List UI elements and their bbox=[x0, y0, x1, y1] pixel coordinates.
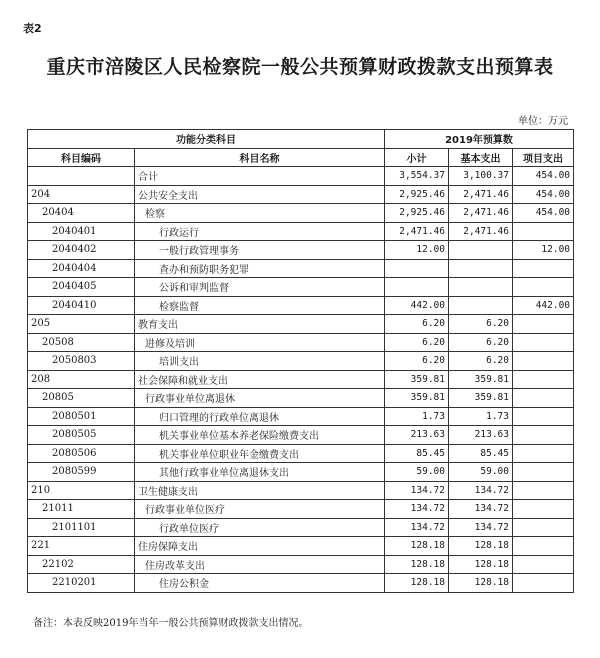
subject-code-cell bbox=[28, 167, 135, 186]
table-row bbox=[28, 352, 574, 371]
project-expense-cell bbox=[513, 463, 574, 482]
subject-name-cell: 社会保障和就业支出 bbox=[135, 370, 385, 389]
basic-expense-cell: 134.72 bbox=[449, 481, 513, 500]
basic-expense-cell: 128.18 bbox=[449, 537, 513, 556]
subject-code-cell: 20508 bbox=[28, 333, 135, 352]
project-expense-cell bbox=[513, 555, 574, 574]
subtotal-cell: 3,554.37 bbox=[385, 167, 449, 186]
table-row bbox=[28, 389, 574, 408]
project-expense-cell bbox=[513, 370, 574, 389]
project-expense-cell bbox=[513, 426, 574, 445]
header-budget-year: 2019年预算数 bbox=[385, 130, 574, 149]
subject-name-cell: 检察监督 bbox=[135, 296, 385, 315]
project-expense-cell bbox=[513, 222, 574, 241]
unit-label: 单位：万元 bbox=[518, 116, 568, 127]
subject-code-cell: 2040405 bbox=[28, 278, 135, 297]
table-row bbox=[28, 370, 574, 389]
footer-note: 备注：本表反映2019年当年一般公共预算财政拨款支出情况。 bbox=[33, 618, 309, 629]
subject-code-cell: 205 bbox=[28, 315, 135, 334]
subtotal-cell: 359.81 bbox=[385, 370, 449, 389]
basic-expense-cell: 6.20 bbox=[449, 333, 513, 352]
subject-name-cell: 查办和预防职务犯罪 bbox=[135, 259, 385, 278]
table-row bbox=[28, 167, 574, 186]
basic-expense-cell: 213.63 bbox=[449, 426, 513, 445]
subject-name-cell: 机关事业单位职业年金缴费支出 bbox=[135, 444, 385, 463]
subject-code-cell: 2050803 bbox=[28, 352, 135, 371]
subject-name-cell: 住房公积金 bbox=[135, 574, 385, 593]
project-expense-cell bbox=[513, 407, 574, 426]
basic-expense-cell: 134.72 bbox=[449, 500, 513, 519]
subject-code-cell: 2080599 bbox=[28, 463, 135, 482]
subtotal-cell bbox=[385, 278, 449, 297]
subject-name-cell: 归口管理的行政单位离退休 bbox=[135, 407, 385, 426]
basic-expense-cell: 6.20 bbox=[449, 315, 513, 334]
subtotal-cell: 213.63 bbox=[385, 426, 449, 445]
subtotal-cell: 134.72 bbox=[385, 518, 449, 537]
subtotal-cell bbox=[385, 259, 449, 278]
subject-code-cell: 2080506 bbox=[28, 444, 135, 463]
subject-code-cell: 208 bbox=[28, 370, 135, 389]
header-subtotal: 小计 bbox=[385, 148, 449, 167]
header-function-category: 功能分类科目 bbox=[28, 130, 385, 149]
subject-name-cell: 公共安全支出 bbox=[135, 185, 385, 204]
basic-expense-cell: 359.81 bbox=[449, 370, 513, 389]
table-row bbox=[28, 407, 574, 426]
basic-expense-cell: 2,471.46 bbox=[449, 185, 513, 204]
subtotal-cell: 12.00 bbox=[385, 241, 449, 260]
project-expense-cell bbox=[513, 315, 574, 334]
subject-name-cell: 合计 bbox=[135, 167, 385, 186]
project-expense-cell bbox=[513, 333, 574, 352]
subject-name-cell: 一般行政管理事务 bbox=[135, 241, 385, 260]
basic-expense-cell: 134.72 bbox=[449, 518, 513, 537]
header-subject-name: 科目名称 bbox=[135, 148, 385, 167]
subject-name-cell: 行政事业单位医疗 bbox=[135, 500, 385, 519]
project-expense-cell bbox=[513, 537, 574, 556]
table-row bbox=[28, 204, 574, 223]
subject-code-cell: 2040410 bbox=[28, 296, 135, 315]
subject-name-cell: 检察 bbox=[135, 204, 385, 223]
basic-expense-cell: 128.18 bbox=[449, 555, 513, 574]
subject-code-cell: 2210201 bbox=[28, 574, 135, 593]
project-expense-cell bbox=[513, 518, 574, 537]
subject-name-cell: 行政单位医疗 bbox=[135, 518, 385, 537]
subject-name-cell: 行政事业单位离退休 bbox=[135, 389, 385, 408]
subject-code-cell: 20404 bbox=[28, 204, 135, 223]
basic-expense-cell bbox=[449, 278, 513, 297]
header-row-columns bbox=[28, 148, 574, 167]
subtotal-cell: 2,925.46 bbox=[385, 185, 449, 204]
subject-code-cell: 2040402 bbox=[28, 241, 135, 260]
table-row bbox=[28, 574, 574, 593]
subject-code-cell: 21011 bbox=[28, 500, 135, 519]
basic-expense-cell bbox=[449, 241, 513, 260]
table-row bbox=[28, 426, 574, 445]
subtotal-cell: 59.00 bbox=[385, 463, 449, 482]
project-expense-cell: 454.00 bbox=[513, 167, 574, 186]
table-row bbox=[28, 518, 574, 537]
subtotal-cell: 6.20 bbox=[385, 333, 449, 352]
subtotal-cell: 1.73 bbox=[385, 407, 449, 426]
subject-code-cell: 2080505 bbox=[28, 426, 135, 445]
subject-code-cell: 2040401 bbox=[28, 222, 135, 241]
project-expense-cell bbox=[513, 278, 574, 297]
subtotal-cell: 128.18 bbox=[385, 537, 449, 556]
subject-name-cell: 其他行政事业单位离退休支出 bbox=[135, 463, 385, 482]
table-row bbox=[28, 259, 574, 278]
table-row bbox=[28, 185, 574, 204]
table-row bbox=[28, 222, 574, 241]
basic-expense-cell: 2,471.46 bbox=[449, 222, 513, 241]
subject-code-cell: 22102 bbox=[28, 555, 135, 574]
basic-expense-cell: 59.00 bbox=[449, 463, 513, 482]
subtotal-cell: 2,925.46 bbox=[385, 204, 449, 223]
project-expense-cell bbox=[513, 481, 574, 500]
project-expense-cell: 12.00 bbox=[513, 241, 574, 260]
subject-name-cell: 培训支出 bbox=[135, 352, 385, 371]
table-body bbox=[28, 167, 574, 593]
table-row bbox=[28, 500, 574, 519]
budget-table bbox=[27, 129, 574, 593]
subject-code-cell: 2101101 bbox=[28, 518, 135, 537]
table-row bbox=[28, 333, 574, 352]
page-title: 重庆市涪陵区人民检察院一般公共预算财政拨款支出预算表 bbox=[46, 56, 554, 78]
table-row bbox=[28, 278, 574, 297]
subject-code-cell: 2080501 bbox=[28, 407, 135, 426]
subtotal-cell: 6.20 bbox=[385, 352, 449, 371]
subject-name-cell: 住房改革支出 bbox=[135, 555, 385, 574]
subject-code-cell: 210 bbox=[28, 481, 135, 500]
project-expense-cell: 442.00 bbox=[513, 296, 574, 315]
basic-expense-cell bbox=[449, 259, 513, 278]
project-expense-cell bbox=[513, 500, 574, 519]
subtotal-cell: 359.81 bbox=[385, 389, 449, 408]
table-number-label: 表2 bbox=[23, 22, 42, 35]
project-expense-cell bbox=[513, 574, 574, 593]
table-row bbox=[28, 555, 574, 574]
basic-expense-cell: 6.20 bbox=[449, 352, 513, 371]
project-expense-cell bbox=[513, 259, 574, 278]
subject-name-cell: 机关事业单位基本养老保险缴费支出 bbox=[135, 426, 385, 445]
subtotal-cell: 128.18 bbox=[385, 574, 449, 593]
basic-expense-cell bbox=[449, 296, 513, 315]
subtotal-cell: 134.72 bbox=[385, 481, 449, 500]
subtotal-cell: 128.18 bbox=[385, 555, 449, 574]
header-basic-expense: 基本支出 bbox=[449, 148, 513, 167]
subject-code-cell: 221 bbox=[28, 537, 135, 556]
table-row bbox=[28, 481, 574, 500]
subject-code-cell: 204 bbox=[28, 185, 135, 204]
header-row-group bbox=[28, 130, 574, 149]
basic-expense-cell: 1.73 bbox=[449, 407, 513, 426]
project-expense-cell: 454.00 bbox=[513, 204, 574, 223]
table-row bbox=[28, 296, 574, 315]
table-row bbox=[28, 537, 574, 556]
header-subject-code: 科目编码 bbox=[28, 148, 135, 167]
table-row bbox=[28, 315, 574, 334]
table-row bbox=[28, 444, 574, 463]
subject-name-cell: 公诉和审判监督 bbox=[135, 278, 385, 297]
subtotal-cell: 85.45 bbox=[385, 444, 449, 463]
subject-name-cell: 教育支出 bbox=[135, 315, 385, 334]
project-expense-cell bbox=[513, 444, 574, 463]
subject-code-cell: 2040404 bbox=[28, 259, 135, 278]
table-row bbox=[28, 463, 574, 482]
basic-expense-cell: 128.18 bbox=[449, 574, 513, 593]
subject-name-cell: 行政运行 bbox=[135, 222, 385, 241]
subtotal-cell: 6.20 bbox=[385, 315, 449, 334]
subtotal-cell: 2,471.46 bbox=[385, 222, 449, 241]
project-expense-cell bbox=[513, 352, 574, 371]
subject-code-cell: 20805 bbox=[28, 389, 135, 408]
header-project-expense: 项目支出 bbox=[513, 148, 574, 167]
subtotal-cell: 442.00 bbox=[385, 296, 449, 315]
project-expense-cell: 454.00 bbox=[513, 185, 574, 204]
basic-expense-cell: 3,100.37 bbox=[449, 167, 513, 186]
project-expense-cell bbox=[513, 389, 574, 408]
table-row bbox=[28, 241, 574, 260]
basic-expense-cell: 85.45 bbox=[449, 444, 513, 463]
basic-expense-cell: 359.81 bbox=[449, 389, 513, 408]
subject-name-cell: 住房保障支出 bbox=[135, 537, 385, 556]
subject-name-cell: 卫生健康支出 bbox=[135, 481, 385, 500]
basic-expense-cell: 2,471.46 bbox=[449, 204, 513, 223]
subject-name-cell: 进修及培训 bbox=[135, 333, 385, 352]
subtotal-cell: 134.72 bbox=[385, 500, 449, 519]
